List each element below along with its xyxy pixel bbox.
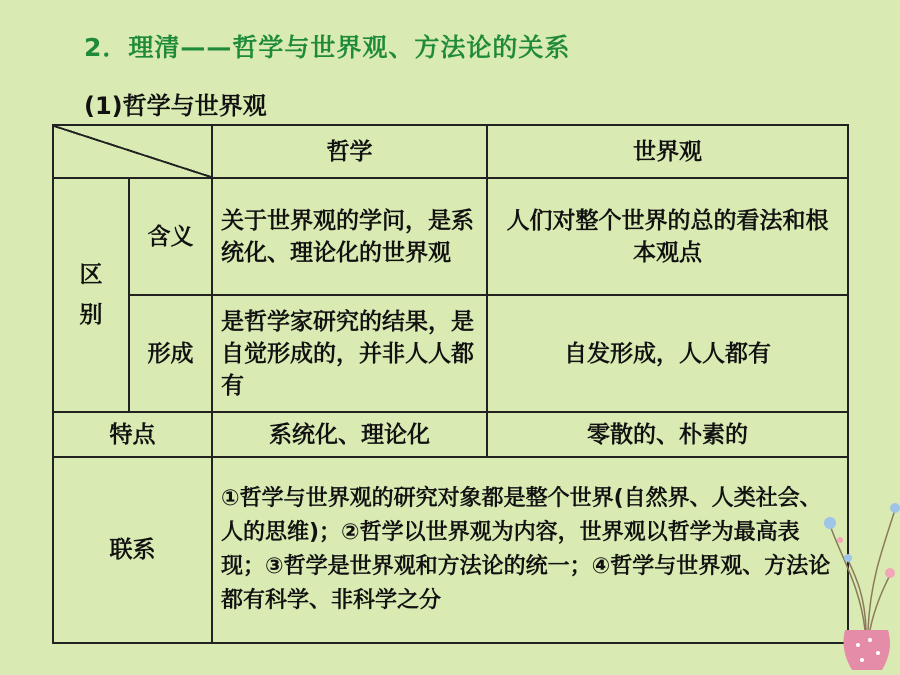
header-worldview: 世界观 xyxy=(487,125,848,178)
subsection-heading: (1)哲学与世界观 xyxy=(84,92,267,120)
table-row-formation xyxy=(53,295,848,412)
header-philosophy: 哲学 xyxy=(212,125,487,178)
meaning-label: 含义 xyxy=(129,178,212,295)
table-row-connection xyxy=(53,457,848,643)
table-header-row xyxy=(53,125,848,178)
flower-vase-icon xyxy=(810,465,900,675)
diagonal-header-cell xyxy=(53,125,212,178)
connection-label: 联系 xyxy=(53,457,212,643)
feature-worldview: 零散的、朴素的 xyxy=(487,412,848,457)
meaning-worldview: 人们对整个世界的总的看法和根本观点 xyxy=(487,178,848,295)
formation-worldview: 自发形成，人人都有 xyxy=(487,295,848,412)
connection-text: ①哲学与世界观的研究对象都是整个世界(自然界、人类社会、人的思维)；②哲学以世界观为内容，世界观以哲学为最高表现；③哲学是世界观和方法论的统一；④哲学与世界观、方法论都有科学、非科学之分 xyxy=(212,457,848,643)
table-row-feature xyxy=(53,412,848,457)
meaning-philosophy: 关于世界观的学问，是系统化、理论化的世界观 xyxy=(212,178,487,295)
formation-philosophy: 是哲学家研究的结果，是自觉形成的，并非人人都有 xyxy=(212,295,487,412)
feature-philosophy: 系统化、理论化 xyxy=(212,412,487,457)
difference-label-cell xyxy=(53,178,129,412)
difference-label-top: 区 xyxy=(79,262,103,288)
difference-label-bottom: 别 xyxy=(79,302,103,328)
feature-label: 特点 xyxy=(53,412,212,457)
comparison-table xyxy=(52,124,849,644)
table-row-meaning xyxy=(53,178,848,295)
section-heading: 2．理清——哲学与世界观、方法论的关系 xyxy=(84,33,571,62)
formation-label: 形成 xyxy=(129,295,212,412)
